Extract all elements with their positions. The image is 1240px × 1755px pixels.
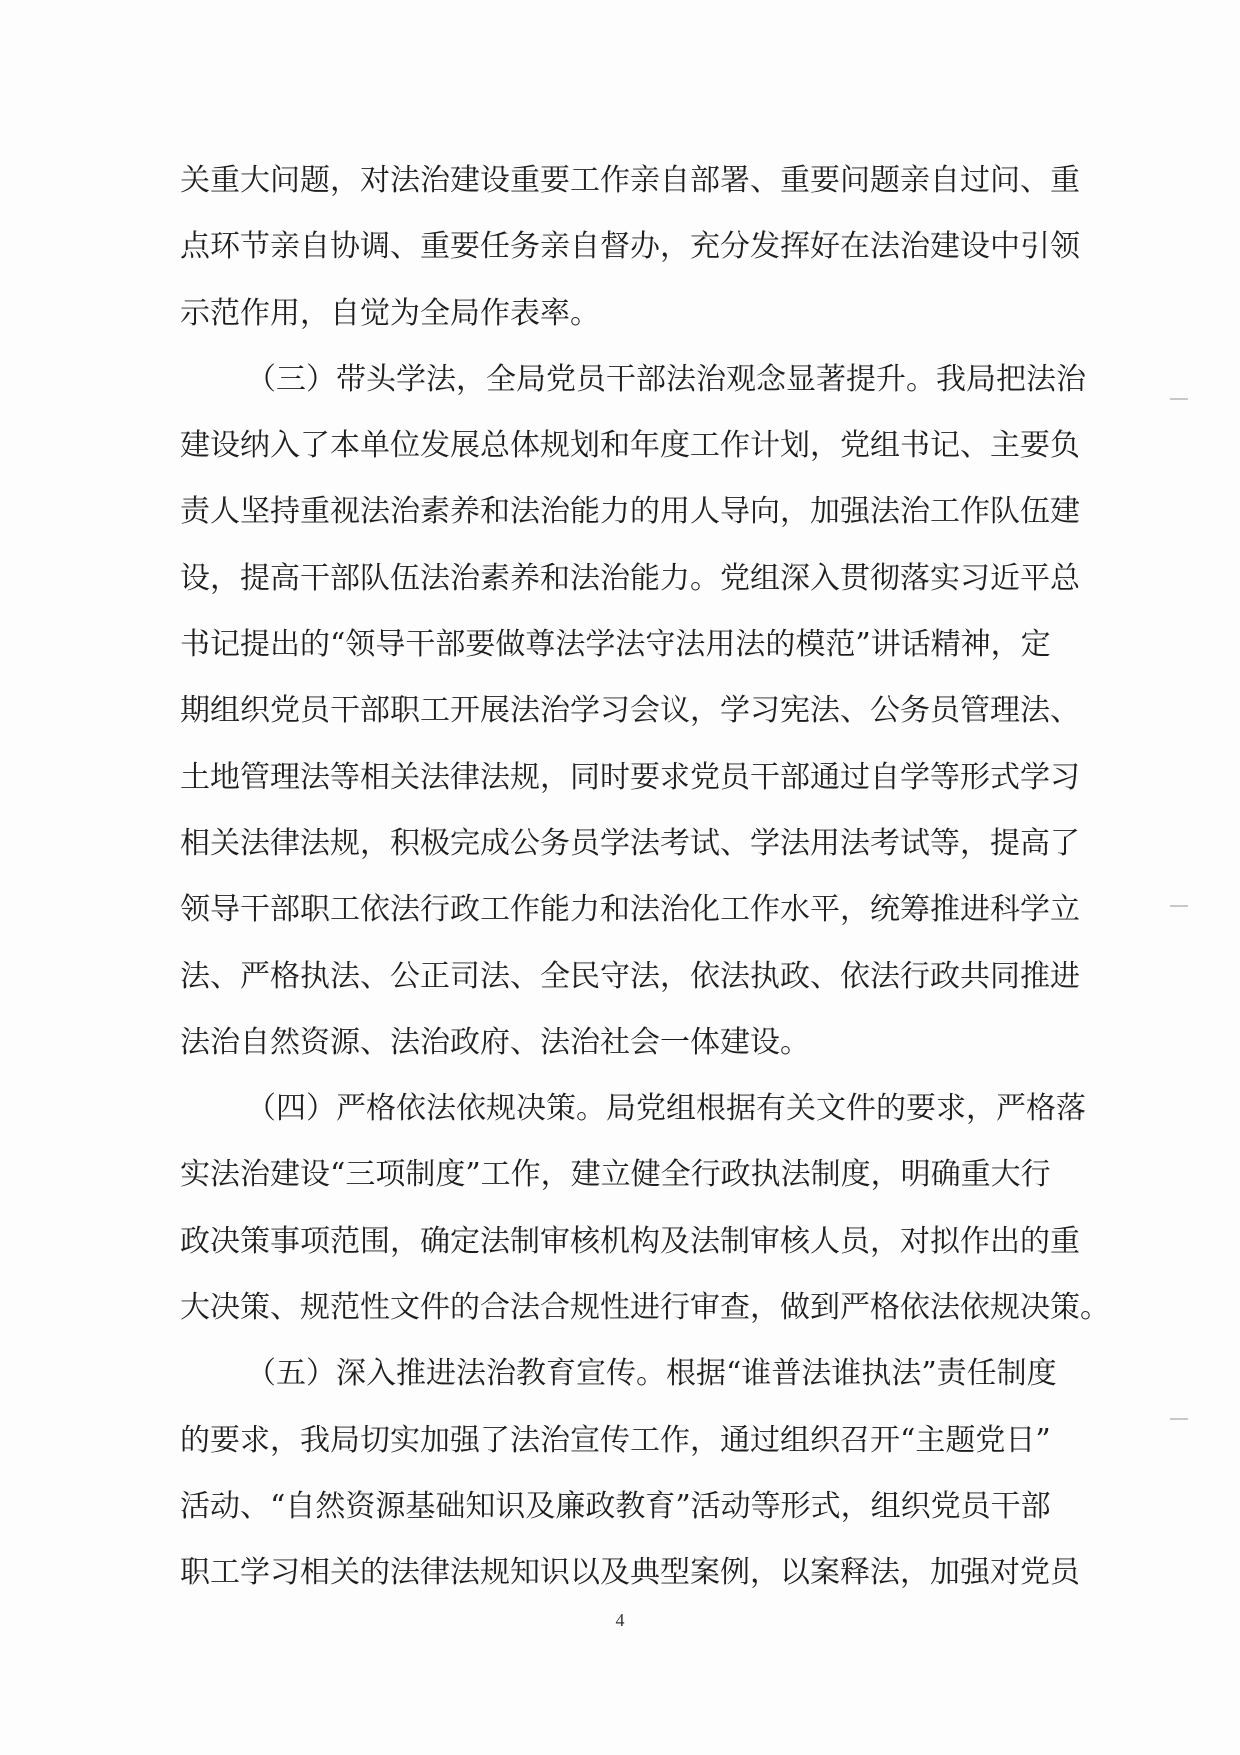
text-line: 书记提出的“领导干部要做尊法学法守法用法的模范”讲话精神，定 xyxy=(180,627,1051,663)
text-line: 职工学习相关的法律法规知识以及典型案例，以案释法，加强对党员 xyxy=(180,1555,1080,1591)
text-line: 示范作用，自觉为全局作表率。 xyxy=(180,295,600,331)
text-line: 关重大问题，对法治建设重要工作亲自部署、重要问题亲自过问、重 xyxy=(180,163,1080,198)
text-line: 大决策、规范性文件的合法合规性进行审查，做到严格依法依规决策。 xyxy=(180,1290,1110,1326)
text-line: （四）严格依法依规决策。局党组根据有关文件的要求，严格落 xyxy=(246,1091,1086,1127)
scan-mark xyxy=(1170,1418,1188,1420)
text-line: 建设纳入了本单位发展总体规划和年度工作计划，党组书记、主要负 xyxy=(180,428,1080,464)
text-line: 相关法律法规，积极完成公务员学法考试、学法用法考试等，提高了 xyxy=(180,825,1080,861)
scan-mark xyxy=(1170,905,1188,907)
text-line: （三）带头学法，全局党员干部法治观念显著提升。我局把法治 xyxy=(246,361,1086,397)
text-line: 实法治建设“三项制度”工作，建立健全行政执法制度，明确重大行 xyxy=(180,1157,1051,1193)
text-line: 期组织党员干部职工开展法治学习会议，学习宪法、公务员管理法、 xyxy=(180,693,1080,729)
text-line: 土地管理法等相关法律法规，同时要求党员干部通过自学等形式学习 xyxy=(180,759,1080,795)
text-line: 点环节亲自协调、重要任务亲自督办，充分发挥好在法治建设中引领 xyxy=(180,229,1080,265)
text-line: 活动、“自然资源基础知识及廉政教育”活动等形式，组织党员干部 xyxy=(180,1488,1051,1524)
text-line: 的要求，我局切实加强了法治宣传工作，通过组织召开“主题党日” xyxy=(180,1422,1051,1458)
text-line: 领导干部职工依法行政工作能力和法治化工作水平，统筹推进科学立 xyxy=(180,892,1080,928)
text-line: （五）深入推进法治教育宣传。根据“谁普法谁执法”责任制度 xyxy=(246,1356,1057,1392)
text-line: 法、严格执法、公正司法、全民守法，依法执政、依法行政共同推进 xyxy=(180,958,1080,994)
scan-mark xyxy=(1170,398,1188,400)
body-text xyxy=(180,148,1110,1607)
page-number: 4 xyxy=(615,1610,625,1630)
text-line: 设，提高干部队伍法治素养和法治能力。党组深入贯彻落实习近平总 xyxy=(180,560,1080,596)
text-line: 法治自然资源、法治政府、法治社会一体建设。 xyxy=(180,1024,810,1060)
text-line: 责人坚持重视法治素养和法治能力的用人导向，加强法治工作队伍建 xyxy=(180,494,1080,530)
text-line: 政决策事项范围，确定法制审核机构及法制审核人员，对拟作出的重 xyxy=(180,1223,1080,1259)
